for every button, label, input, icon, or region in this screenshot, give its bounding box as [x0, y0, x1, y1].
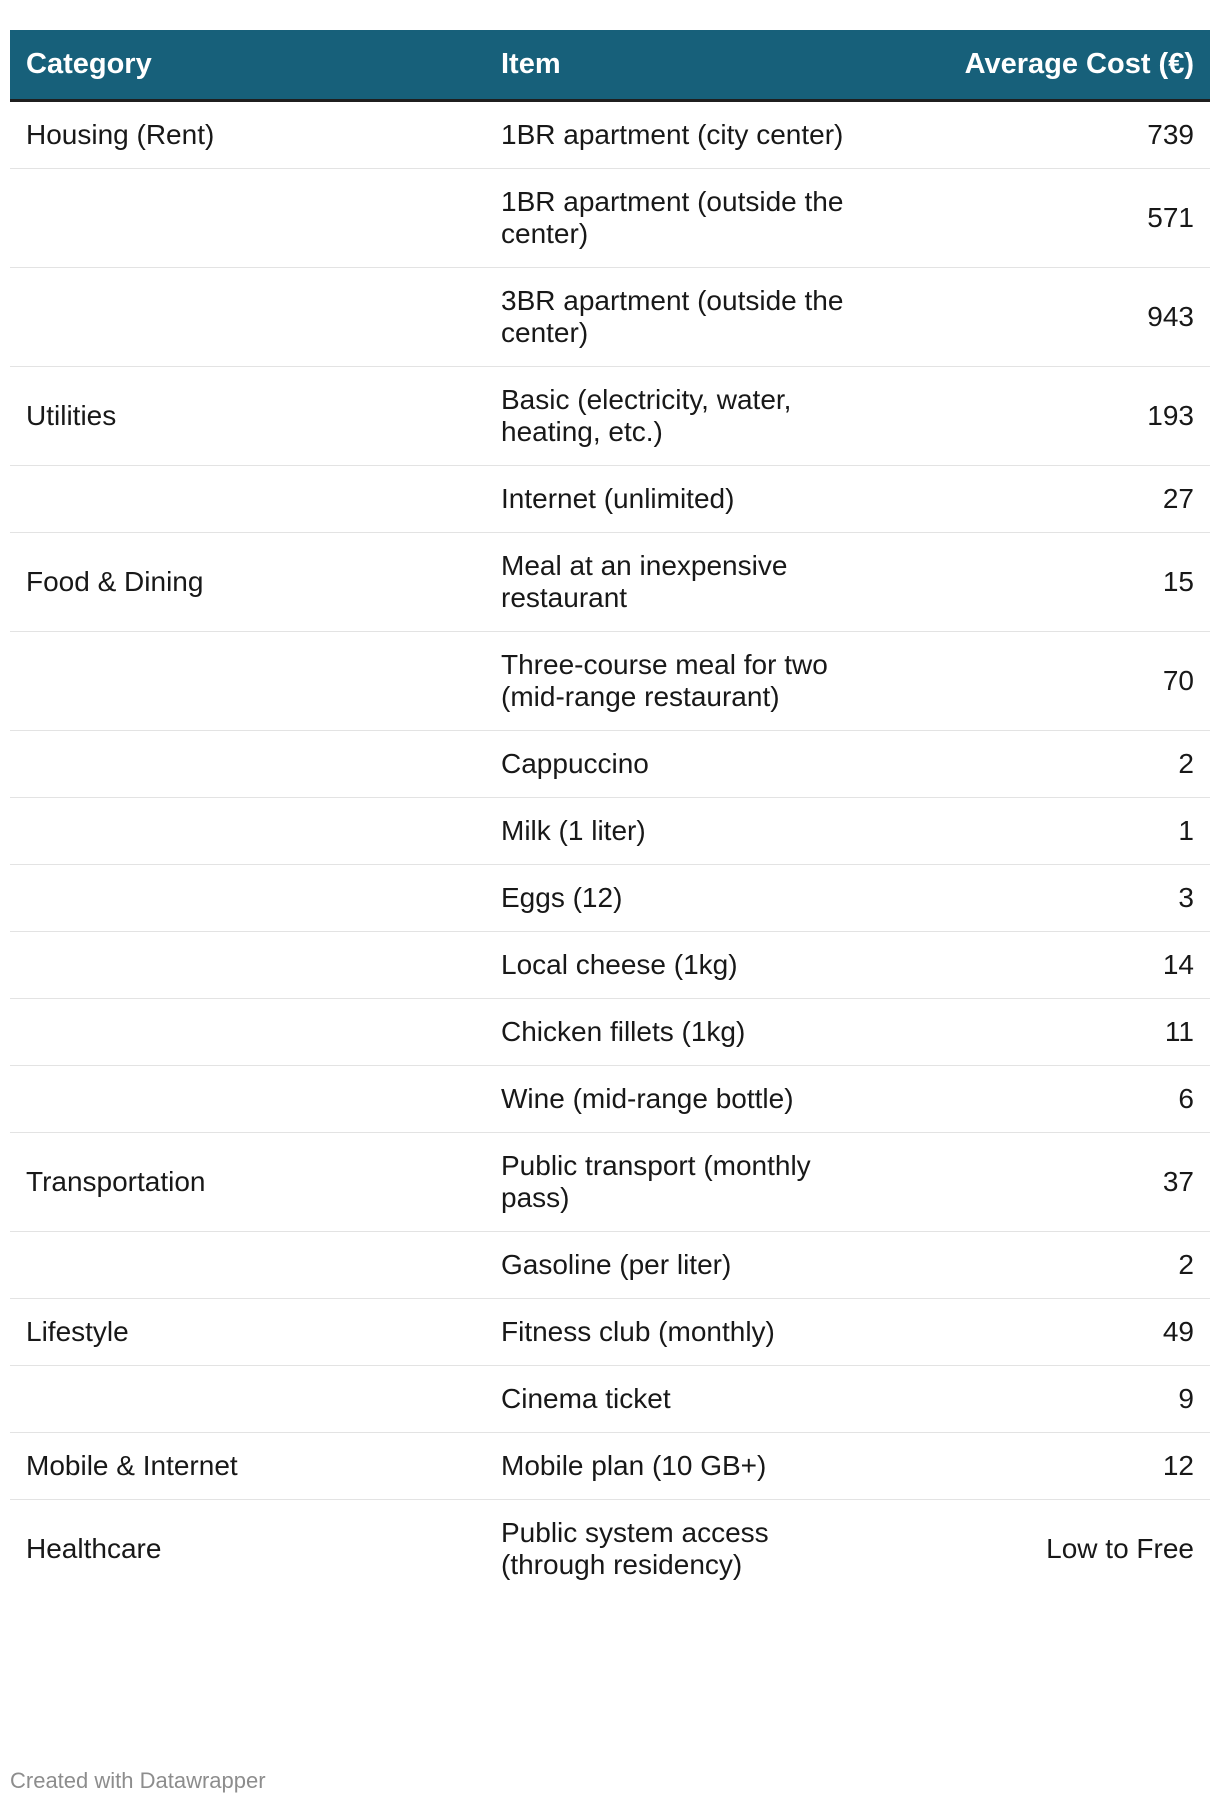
- cost-cell: 193: [860, 367, 1210, 466]
- cost-cell: Low to Free: [1046, 1533, 1194, 1564]
- table-row: [10, 932, 1210, 999]
- header-category[interactable]: Category: [10, 30, 485, 101]
- cost-cell: 2: [860, 1232, 1210, 1299]
- category-cell: Lifestyle: [10, 1299, 485, 1366]
- category-cell: [10, 999, 485, 1066]
- item-cell: Internet (unlimited): [485, 466, 860, 533]
- category-cell: [10, 632, 485, 731]
- table-row: [10, 1366, 1210, 1433]
- item-cell: Three-course meal for two (mid-range restaurant): [485, 632, 860, 731]
- item-cell: Chicken fillets (1kg): [485, 999, 860, 1066]
- header-average-cost[interactable]: Average Cost (€): [860, 30, 1210, 101]
- item-cell: Local cheese (1kg): [485, 932, 860, 999]
- category-cell: [10, 731, 485, 798]
- item-cell: 1BR apartment (city center): [485, 101, 860, 169]
- table-row: [10, 865, 1210, 932]
- table-row: [10, 533, 1210, 632]
- table-row: [10, 1433, 1210, 1500]
- cost-cell: 2: [860, 731, 1210, 798]
- cost-cell: 49: [860, 1299, 1210, 1366]
- table-row: [10, 268, 1210, 367]
- item-cell: Meal at an inexpensive restaurant: [485, 533, 860, 632]
- cost-cell: 571: [860, 169, 1210, 268]
- category-cell: Mobile & Internet: [10, 1433, 485, 1500]
- cost-cell: 1: [860, 798, 1210, 865]
- item-cell: Milk (1 liter): [485, 798, 860, 865]
- table-row: [10, 101, 1210, 169]
- table-row: [10, 466, 1210, 533]
- cost-table-container: [10, 30, 1210, 1598]
- category-cell: [10, 268, 485, 367]
- table-row: [10, 798, 1210, 865]
- item-cell: Eggs (12): [485, 865, 860, 932]
- category-cell: [10, 865, 485, 932]
- table-row: [10, 1133, 1210, 1232]
- table-header: [10, 30, 1210, 101]
- item-cell: Cinema ticket: [485, 1366, 860, 1433]
- item-cell: Cappuccino: [485, 731, 860, 798]
- cost-cell: 943: [860, 268, 1210, 367]
- cost-cell: 37: [860, 1133, 1210, 1232]
- table-row: [10, 169, 1210, 268]
- item-cell: 3BR apartment (outside the center): [485, 268, 860, 367]
- item-cell: Public transport (monthly pass): [485, 1133, 860, 1232]
- cost-of-living-table: [10, 30, 1210, 1598]
- item-cell: Public system access (through residency): [501, 1517, 769, 1580]
- cost-cell: 15: [860, 533, 1210, 632]
- category-cell: [10, 1366, 485, 1433]
- cost-cell: 12: [860, 1433, 1210, 1500]
- category-cell: [10, 169, 485, 268]
- table-row: [10, 367, 1210, 466]
- category-cell: Healthcare: [26, 1533, 162, 1564]
- cost-cell: 14: [860, 932, 1210, 999]
- item-cell: Fitness club (monthly): [485, 1299, 860, 1366]
- table-row: [10, 999, 1210, 1066]
- item-cell: 1BR apartment (outside the center): [485, 169, 860, 268]
- item-cell: Basic (electricity, water, heating, etc.): [485, 367, 860, 466]
- cost-cell: 27: [860, 466, 1210, 533]
- table-row: [10, 632, 1210, 731]
- table-row: [10, 1299, 1210, 1366]
- table-row: [10, 1066, 1210, 1133]
- category-cell: [10, 932, 485, 999]
- table-row: [10, 1500, 1210, 1599]
- category-cell: [10, 798, 485, 865]
- cost-cell: 9: [860, 1366, 1210, 1433]
- cost-cell: 3: [860, 865, 1210, 932]
- table-body: [10, 101, 1210, 1599]
- datawrapper-credit: Created with Datawrapper: [10, 1768, 266, 1793]
- cost-cell: 70: [860, 632, 1210, 731]
- category-cell: Transportation: [10, 1133, 485, 1232]
- cost-cell: 739: [860, 101, 1210, 169]
- header-item[interactable]: Item: [485, 30, 860, 101]
- cost-cell: 11: [860, 999, 1210, 1066]
- category-cell: Utilities: [10, 367, 485, 466]
- item-cell: Wine (mid-range bottle): [485, 1066, 860, 1133]
- item-cell: Mobile plan (10 GB+): [485, 1433, 860, 1500]
- category-cell: [10, 1066, 485, 1133]
- item-cell: Gasoline (per liter): [485, 1232, 860, 1299]
- cost-cell: 6: [860, 1066, 1210, 1133]
- header-row: [10, 30, 1210, 101]
- category-cell: Housing (Rent): [10, 101, 485, 169]
- category-cell: [10, 1232, 485, 1299]
- table-row: [10, 731, 1210, 798]
- table-row: [10, 1232, 1210, 1299]
- category-cell: Food & Dining: [10, 533, 485, 632]
- category-cell: [10, 466, 485, 533]
